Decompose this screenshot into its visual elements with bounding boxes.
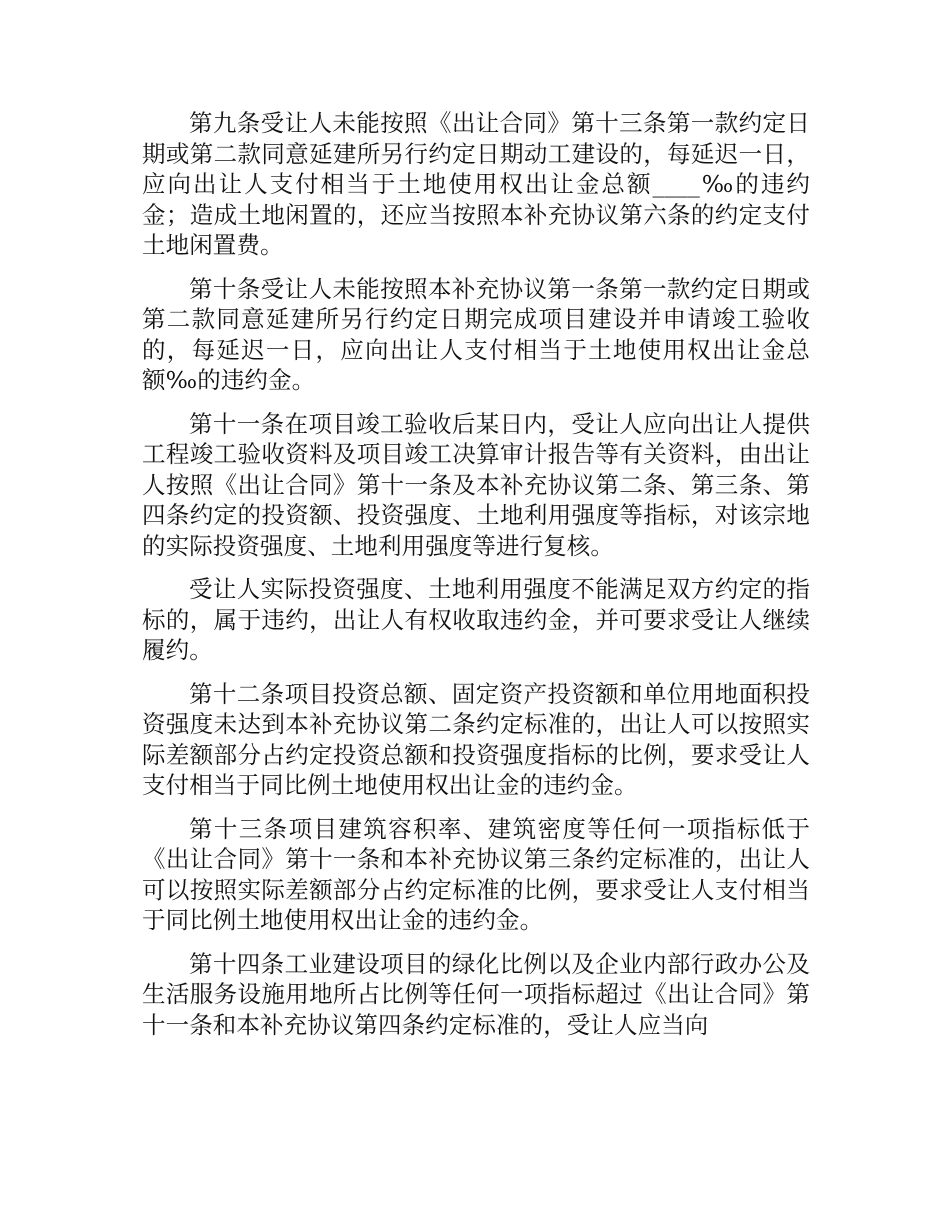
article-9-paragraph: 第九条受让人未能按照《出让合同》第十三条第一款约定日期或第二款同意延建所另行约定日期动工建设的，每延迟一日，应向出让人支付相当于土地使用权出让金总额____‰的违约金；造成土地闲置的，还应当按照本补充协议第六条的约定支付土地闲置费。 xyxy=(142,109,810,259)
article-11-continuation-paragraph: 受让人实际投资强度、土地利用强度不能满足双方约定的指标的，属于违约，出让人有权收取违约金，并可要求受让人继续履约。 xyxy=(142,575,810,664)
article-11-paragraph: 第十一条在项目竣工验收后某日内，受让人应向出让人提供工程竣工验收资料及项目竣工决算审计报告等有关资料，由出让人按照《出让合同》第十一条及本补充协议第二条、第三条、第四条约定的投资额、投资强度、土地利用强度等指标，对该宗地的实际投资强度、土地利用强度等进行复核。 xyxy=(142,409,810,560)
article-14-paragraph: 第十四条工业建设项目的绿化比例以及企业内部行政办公及生活服务设施用地所占比例等任何一项指标超过《出让合同》第十一条和本补充协议第四条约定标准的，受让人应当向 xyxy=(142,949,810,1039)
article-13-paragraph: 第十三条项目建筑容积率、建筑密度等任何一项指标低于《出让合同》第十一条和本补充协议第三条约定标准的，出让人可以按照实际差额部分占约定标准的比例，要求受让人支付相当于同比例土地使用权出让金的违约金。 xyxy=(142,814,810,934)
document-body xyxy=(142,108,810,1053)
article-12-paragraph: 第十二条项目投资总额、固定资产投资额和单位用地面积投资强度未达到本补充协议第二条约定标准的，出让人可以按照实际差额部分占约定投资总额和投资强度指标的比例，要求受让人支付相当于同比例土地使用权出让金的违约金。 xyxy=(142,679,810,799)
article-10-paragraph: 第十条受让人未能按照本补充协议第一条第一款约定日期或第二款同意延建所另行约定日期完成项目建设并申请竣工验收的，每延迟一日，应向出让人支付相当于土地使用权出让金总额‰的违约金。 xyxy=(142,274,810,394)
